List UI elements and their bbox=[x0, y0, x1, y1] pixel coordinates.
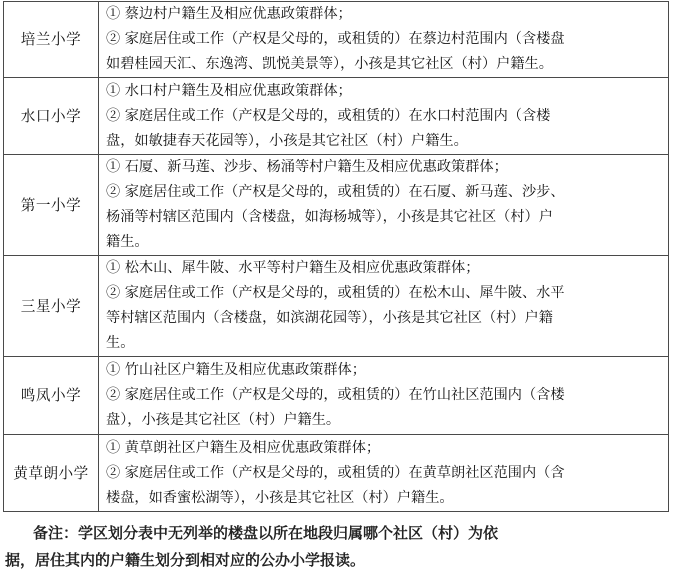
zone-line: 等村辖区范围内（含楼盘，如滨湖花园等），小孩是其它社区（村）户籍 bbox=[106, 310, 553, 326]
zone-line: ① 松木山、犀牛陂、水平等村户籍生及相应优惠政策群体； bbox=[106, 260, 480, 276]
table-row bbox=[4, 357, 669, 435]
table-row bbox=[4, 435, 669, 512]
footnote bbox=[5, 520, 677, 574]
zone-description-cell bbox=[99, 256, 669, 357]
table-row bbox=[4, 78, 669, 155]
zone-line: 生。 bbox=[106, 335, 135, 351]
zone-description-cell bbox=[99, 78, 669, 155]
table-row bbox=[4, 256, 669, 357]
zone-line: ① 水口村户籍生及相应优惠政策群体； bbox=[106, 82, 352, 99]
zone-line: ① 石厦、新马莲、沙步、杨涌等村户籍生及相应优惠政策群体； bbox=[106, 159, 508, 175]
zone-line: ① 蔡边村户籍生及相应优惠政策群体； bbox=[106, 6, 352, 22]
zone-line: ① 黄草朗社区户籍生及相应优惠政策群体； bbox=[106, 439, 381, 456]
table-row bbox=[4, 2, 669, 78]
school-name-cell: 黄草朗小学 bbox=[4, 435, 99, 512]
zone-line: 盘，如敏捷春天花园等），小孩是其它社区（村）户籍生。 bbox=[106, 132, 468, 149]
zone-description-cell bbox=[99, 435, 669, 512]
school-name-cell: 三星小学 bbox=[4, 256, 99, 357]
zone-line: ② 家庭居住或工作（产权是父母的，或租赁的）在水口村范围内（含楼 bbox=[106, 107, 551, 124]
zone-line: ① 竹山社区户籍生及相应优惠政策群体； bbox=[106, 362, 366, 378]
footnote-line: 据，居住其内的户籍生划分到相对应的公办小学报读。 bbox=[5, 551, 366, 569]
school-name-cell: 培兰小学 bbox=[4, 2, 99, 78]
zone-line: 楼盘，如香蜜松湖等），小孩是其它社区（村）户籍生。 bbox=[106, 489, 454, 506]
zone-description-cell bbox=[99, 357, 669, 435]
school-name-cell: 鸣凤小学 bbox=[4, 357, 99, 435]
zone-line: 籍生。 bbox=[106, 234, 149, 250]
zone-line: ② 家庭居住或工作（产权是父母的，或租赁的）在蔡边村范围内（含楼盘 bbox=[106, 31, 565, 47]
zone-line: ② 家庭居住或工作（产权是父母的，或租赁的）在黄草朗社区范围内（含 bbox=[106, 464, 565, 481]
school-name-cell: 第一小学 bbox=[4, 155, 99, 256]
zone-line: 杨涌等村辖区范围内（含楼盘，如海杨城等），小孩是其它社区（村）户 bbox=[106, 209, 553, 225]
zone-description-cell bbox=[99, 2, 669, 78]
table-row bbox=[4, 155, 669, 256]
zone-line: 如碧桂园天汇、东逸湾、凯悦美景等），小孩是其它社区（村）户籍生。 bbox=[106, 56, 553, 72]
school-name-cell: 水口小学 bbox=[4, 78, 99, 155]
zone-line: ② 家庭居住或工作（产权是父母的，或租赁的）在松木山、犀牛陂、水平 bbox=[106, 285, 565, 301]
zone-line: 盘），小孩是其它社区（村）户籍生。 bbox=[106, 412, 341, 428]
zone-description-cell bbox=[99, 155, 669, 256]
zone-line: ② 家庭居住或工作（产权是父母的，或租赁的）在竹山社区范围内（含楼 bbox=[106, 387, 565, 403]
footnote-line: 备注：学区划分表中无列举的楼盘以所在地段归属哪个社区（村）为依 bbox=[33, 524, 499, 542]
zone-line: ② 家庭居住或工作（产权是父母的，或租赁的）在石厦、新马莲、沙步、 bbox=[106, 184, 565, 200]
school-zone-table bbox=[3, 1, 669, 512]
